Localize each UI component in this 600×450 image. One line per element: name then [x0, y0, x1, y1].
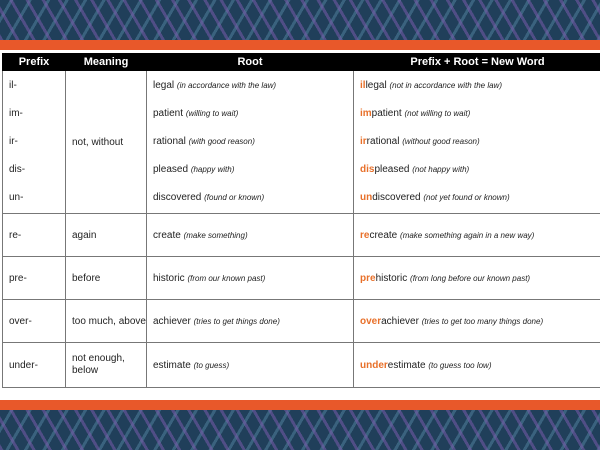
root-word: discovered [153, 192, 202, 203]
root-line [153, 184, 353, 212]
new-word-prefix: im [360, 108, 372, 119]
new-word-rest: pleased [374, 164, 410, 175]
content-panel [0, 50, 600, 400]
new-word-rest: create [369, 229, 398, 241]
new-word-cell [354, 300, 600, 343]
new-word-rest: patient [371, 108, 402, 119]
new-word-prefix: dis [360, 164, 375, 175]
root-line [153, 128, 353, 156]
root-word: achiever [153, 315, 191, 327]
root-line [153, 156, 353, 184]
table-row [3, 300, 600, 343]
meaning: too much, above [66, 300, 147, 343]
new-word-prefix: re [360, 229, 370, 241]
new-word-prefix: under [360, 359, 388, 371]
prefix: dis- [9, 164, 26, 175]
root-note: (willing to wait) [185, 109, 239, 118]
prefix: ir- [9, 136, 18, 147]
prefix: pre- [3, 257, 66, 300]
table-row-group-negation [3, 71, 600, 214]
new-word-line [360, 184, 600, 212]
root-cell [147, 257, 354, 300]
prefix-cell [3, 71, 66, 214]
prefix: un- [9, 192, 24, 203]
root-word: patient [153, 108, 184, 119]
new-word-rest: historic [375, 272, 408, 284]
prefix: under- [3, 343, 66, 388]
new-word-line [360, 100, 600, 128]
root-note: (to guess) [193, 360, 230, 370]
root-note: (happy with) [190, 165, 235, 174]
meaning: before [66, 257, 147, 300]
new-word-cell [354, 343, 600, 388]
root-word: historic [153, 272, 185, 284]
new-word-cell [354, 214, 600, 257]
new-word-note: (not happy with) [412, 165, 470, 174]
table-row [3, 214, 600, 257]
root-note: (in accordance with the law) [176, 81, 277, 90]
header-prefix: Prefix [3, 54, 66, 71]
table-row [3, 257, 600, 300]
root-cell [147, 300, 354, 343]
new-word-prefix: ir [360, 136, 367, 147]
table-row [3, 343, 600, 388]
new-word-prefix: pre [360, 272, 376, 284]
root-word: pleased [153, 164, 189, 175]
new-word-cell [354, 257, 600, 300]
new-word-note: (not yet found or known) [423, 193, 510, 202]
bottom-accent-stripe [0, 400, 600, 410]
new-word-note: (from long before our known past) [410, 273, 531, 283]
new-word-line [360, 156, 600, 184]
prefix: il- [9, 80, 17, 91]
header-root: Root [147, 54, 354, 71]
root-word: legal [153, 80, 175, 91]
root-note: (with good reason) [188, 137, 255, 146]
new-word-rest: rational [366, 136, 400, 147]
meaning: again [66, 214, 147, 257]
root-note: (found or known) [204, 193, 265, 202]
meaning: not, without [72, 136, 124, 148]
root-note: (from our known past) [187, 273, 266, 283]
header-meaning: Meaning [66, 54, 147, 71]
meaning-cell [66, 71, 147, 214]
new-word-prefix: un [360, 192, 373, 203]
root-cell [147, 343, 354, 388]
new-word-prefix: il [360, 80, 366, 91]
root-note: (tries to get things done) [193, 316, 280, 326]
root-cell [147, 71, 354, 214]
root-word: create [153, 229, 181, 241]
prefix: re- [3, 214, 66, 257]
prefix: im- [9, 108, 23, 119]
decorative-top-band [0, 0, 600, 40]
root-word: rational [153, 136, 186, 147]
new-word-note: (without good reason) [402, 137, 480, 146]
new-word-rest: estimate [387, 359, 426, 371]
new-word-note: (not willing to wait) [404, 109, 471, 118]
root-line [153, 72, 353, 100]
new-word-rest: discovered [372, 192, 421, 203]
meaning: not enough, below [66, 343, 147, 388]
new-word-note: (not in accordance with the law) [389, 81, 502, 90]
decorative-bottom-band [0, 410, 600, 450]
new-word-prefix: over [360, 315, 382, 327]
new-word-rest: achiever [381, 315, 419, 327]
table-header-row [3, 54, 600, 71]
new-word-note: (make something again in a new way) [400, 230, 535, 240]
root-note: (make something) [183, 230, 248, 240]
top-accent-stripe [0, 40, 600, 50]
root-word: estimate [153, 359, 191, 371]
prefix: over- [3, 300, 66, 343]
new-word-line [360, 72, 600, 100]
root-cell [147, 214, 354, 257]
new-word-cell [354, 71, 600, 214]
new-word-note: (to guess too low) [428, 360, 492, 370]
new-word-line [360, 128, 600, 156]
header-new-word: Prefix + Root = New Word [354, 54, 600, 71]
new-word-note: (tries to get too many things done) [421, 316, 544, 326]
root-line [153, 100, 353, 128]
prefix-table [2, 53, 600, 388]
new-word-rest: legal [365, 80, 387, 91]
